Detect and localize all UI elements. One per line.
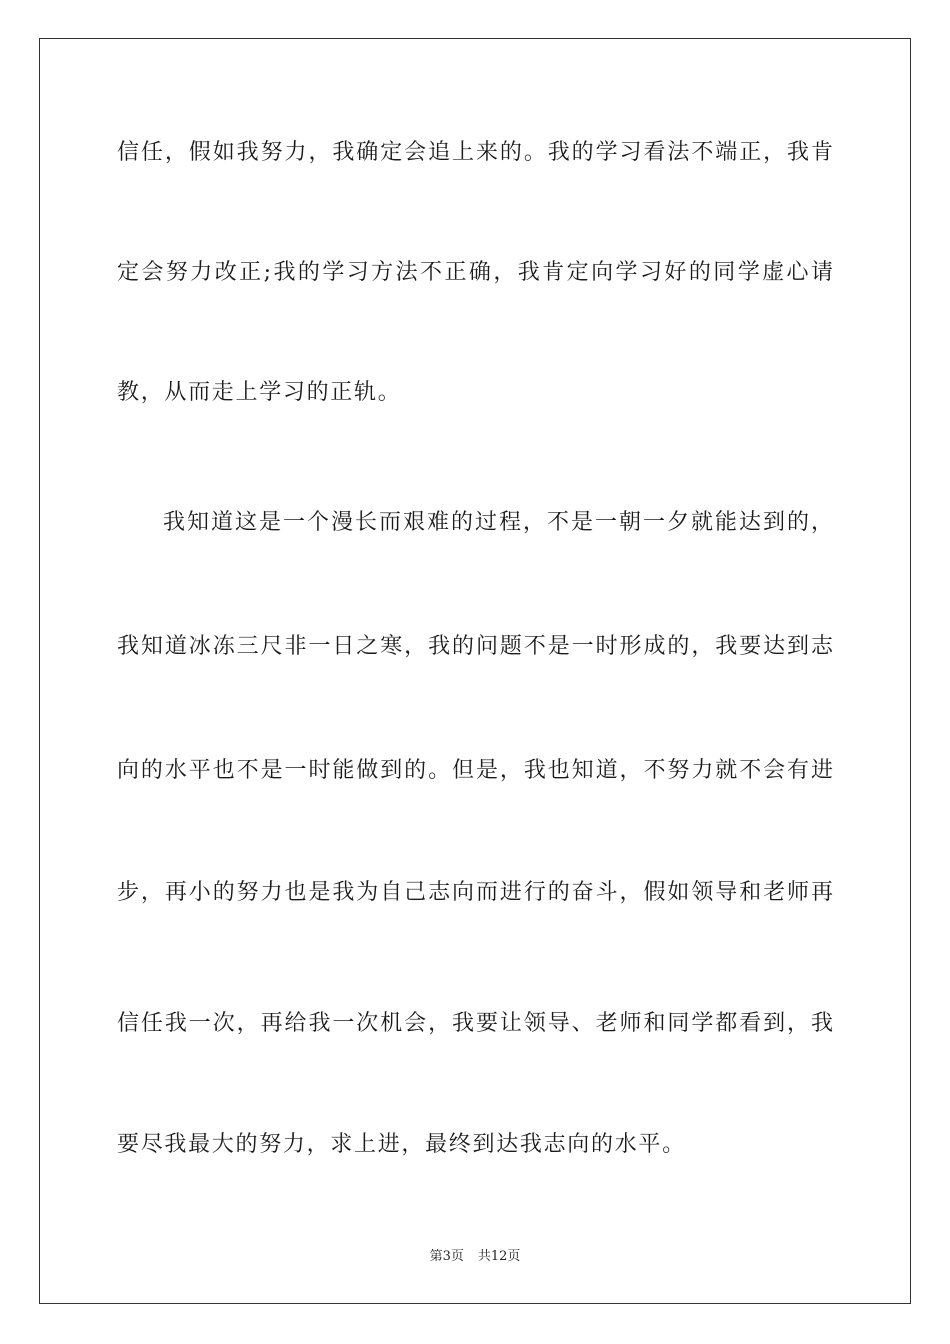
paragraph-first-line: 我知道这是一个漫长而艰难的过程，不是一朝一夕就能达到的， — [163, 510, 833, 535]
body-text-line: 教，从而走上学习的正轨。 — [117, 380, 402, 405]
body-text-line: 要尽我最大的努力，求上进，最终到达我志向的水平。 — [117, 1132, 686, 1157]
body-text-line: 步，再小的努力也是我为自己志向而进行的奋斗，假如领导和老师再 — [117, 880, 833, 905]
body-text-line: 我知道冰冻三尺非一日之寒，我的问题不是一时形成的，我要达到志 — [117, 634, 833, 659]
page-number: 第3页 — [429, 1249, 464, 1264]
body-text-line: 信任我一次，再给我一次机会，我要让领导、老师和同学都看到，我 — [117, 1011, 833, 1036]
body-text-line: 向的水平也不是一时能做到的。但是，我也知道，不努力就不会有进 — [117, 758, 833, 783]
body-text-line: 信任，假如我努力，我确定会追上来的。我的学习看法不端正，我肯 — [117, 140, 833, 165]
page-border — [39, 38, 911, 1304]
body-text-line: 定会努力改正;我的学习方法不正确，我肯定向学习好的同学虚心请 — [117, 260, 833, 285]
page-footer — [0, 1248, 950, 1266]
page-total: 共12页 — [477, 1249, 521, 1264]
